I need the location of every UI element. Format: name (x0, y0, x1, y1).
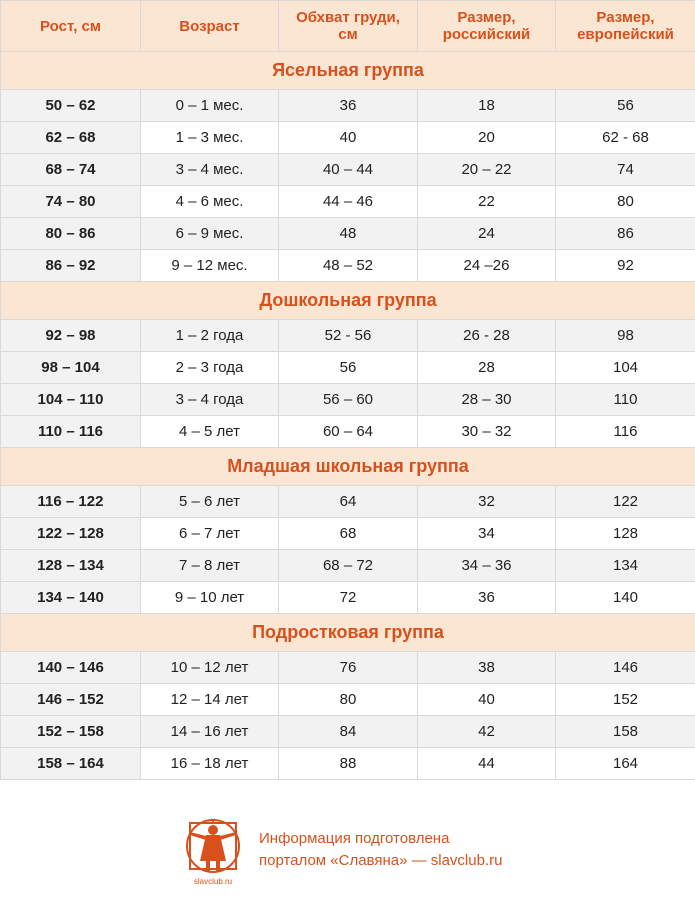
table-row (1, 550, 695, 582)
age-cell: 1 – 2 года (141, 320, 279, 352)
age-cell: 10 – 12 лет (141, 652, 279, 684)
height-cell: 62 – 68 (1, 122, 141, 154)
age-cell: 9 – 12 мес. (141, 250, 279, 282)
header-size-eu: Размер, европейский (556, 1, 695, 52)
table-row (1, 748, 695, 780)
size-eu-cell: 164 (556, 748, 695, 780)
height-cell: 116 – 122 (1, 486, 141, 518)
size-ru-cell: 30 – 32 (418, 416, 556, 448)
group-title: Дошкольная группа (1, 282, 695, 320)
group-title: Подростковая группа (1, 614, 695, 652)
height-cell: 110 – 116 (1, 416, 141, 448)
table-row (1, 250, 695, 282)
group-title: Младшая школьная группа (1, 448, 695, 486)
table-row (1, 416, 695, 448)
height-cell: 98 – 104 (1, 352, 141, 384)
chest-cell: 40 (279, 122, 418, 154)
age-cell: 1 – 3 мес. (141, 122, 279, 154)
table-body (1, 52, 695, 780)
size-eu-cell: 92 (556, 250, 695, 282)
size-eu-cell: 80 (556, 186, 695, 218)
size-eu-cell: 98 (556, 320, 695, 352)
age-cell: 12 – 14 лет (141, 684, 279, 716)
chest-cell: 64 (279, 486, 418, 518)
height-cell: 50 – 62 (1, 90, 141, 122)
footer (182, 816, 582, 888)
header-size-ru: Размер, российский (418, 1, 556, 52)
size-eu-cell: 152 (556, 684, 695, 716)
footer-line-1: Информация подготовлена (259, 830, 450, 847)
chest-cell: 80 (279, 684, 418, 716)
chest-cell: 76 (279, 652, 418, 684)
table-row (1, 186, 695, 218)
chest-cell: 68 (279, 518, 418, 550)
size-ru-cell: 44 (418, 748, 556, 780)
size-ru-cell: 28 – 30 (418, 384, 556, 416)
group-title: Ясельная группа (1, 52, 695, 90)
chest-cell: 48 – 52 (279, 250, 418, 282)
table-row (1, 154, 695, 186)
height-cell: 92 – 98 (1, 320, 141, 352)
chest-cell: 88 (279, 748, 418, 780)
size-ru-cell: 34 (418, 518, 556, 550)
chest-cell: 56 (279, 352, 418, 384)
height-cell: 80 – 86 (1, 218, 141, 250)
age-cell: 3 – 4 мес. (141, 154, 279, 186)
table-row (1, 122, 695, 154)
footer-credit (259, 828, 502, 872)
size-ru-cell: 20 (418, 122, 556, 154)
table-row (1, 384, 695, 416)
size-eu-cell: 56 (556, 90, 695, 122)
size-eu-cell: 128 (556, 518, 695, 550)
table-row (1, 684, 695, 716)
height-cell: 134 – 140 (1, 582, 141, 614)
table-row (1, 90, 695, 122)
size-ru-cell: 22 (418, 186, 556, 218)
size-eu-cell: 116 (556, 416, 695, 448)
size-eu-cell: 140 (556, 582, 695, 614)
slavclub-logo (182, 816, 244, 888)
table-row (1, 652, 695, 684)
size-eu-cell: 74 (556, 154, 695, 186)
table-row (1, 582, 695, 614)
group-header-row (1, 282, 695, 320)
group-header-row (1, 448, 695, 486)
age-cell: 16 – 18 лет (141, 748, 279, 780)
chest-cell: 44 – 46 (279, 186, 418, 218)
svg-text:slavclub.ru: slavclub.ru (193, 877, 233, 886)
age-cell: 0 – 1 мес. (141, 90, 279, 122)
height-cell: 158 – 164 (1, 748, 141, 780)
chest-cell: 84 (279, 716, 418, 748)
size-eu-cell: 134 (556, 550, 695, 582)
table-row (1, 486, 695, 518)
table-row (1, 716, 695, 748)
size-ru-cell: 42 (418, 716, 556, 748)
chest-cell: 72 (279, 582, 418, 614)
height-cell: 140 – 146 (1, 652, 141, 684)
chest-cell: 68 – 72 (279, 550, 418, 582)
age-cell: 7 – 8 лет (141, 550, 279, 582)
header-height: Рост, см (1, 1, 141, 52)
age-cell: 6 – 7 лет (141, 518, 279, 550)
size-ru-cell: 18 (418, 90, 556, 122)
size-ru-cell: 20 – 22 (418, 154, 556, 186)
size-ru-cell: 34 – 36 (418, 550, 556, 582)
age-cell: 9 – 10 лет (141, 582, 279, 614)
size-eu-cell: 86 (556, 218, 695, 250)
height-cell: 86 – 92 (1, 250, 141, 282)
size-ru-cell: 32 (418, 486, 556, 518)
size-eu-cell: 158 (556, 716, 695, 748)
size-ru-cell: 40 (418, 684, 556, 716)
chest-cell: 60 – 64 (279, 416, 418, 448)
height-cell: 128 – 134 (1, 550, 141, 582)
header-age: Возраст (141, 1, 279, 52)
age-cell: 6 – 9 мес. (141, 218, 279, 250)
age-cell: 5 – 6 лет (141, 486, 279, 518)
table-row (1, 218, 695, 250)
group-header-row (1, 614, 695, 652)
size-eu-cell: 104 (556, 352, 695, 384)
chest-cell: 48 (279, 218, 418, 250)
footer-line-2: порталом «Славяна» — slavclub.ru (259, 852, 503, 869)
height-cell: 68 – 74 (1, 154, 141, 186)
height-cell: 152 – 158 (1, 716, 141, 748)
chest-cell: 36 (279, 90, 418, 122)
height-cell: 74 – 80 (1, 186, 141, 218)
header-chest: Обхват груди, см (279, 1, 418, 52)
chest-cell: 56 – 60 (279, 384, 418, 416)
size-ru-cell: 38 (418, 652, 556, 684)
age-cell: 4 – 6 мес. (141, 186, 279, 218)
header-row (1, 1, 695, 52)
height-cell: 146 – 152 (1, 684, 141, 716)
size-eu-cell: 110 (556, 384, 695, 416)
size-eu-cell: 62 - 68 (556, 122, 695, 154)
age-cell: 4 – 5 лет (141, 416, 279, 448)
group-header-row (1, 52, 695, 90)
chest-cell: 52 - 56 (279, 320, 418, 352)
table-row (1, 320, 695, 352)
size-ru-cell: 26 - 28 (418, 320, 556, 352)
age-cell: 3 – 4 года (141, 384, 279, 416)
table-row (1, 352, 695, 384)
age-cell: 14 – 16 лет (141, 716, 279, 748)
size-ru-cell: 24 –26 (418, 250, 556, 282)
height-cell: 104 – 110 (1, 384, 141, 416)
size-ru-cell: 36 (418, 582, 556, 614)
height-cell: 122 – 128 (1, 518, 141, 550)
size-ru-cell: 28 (418, 352, 556, 384)
chest-cell: 40 – 44 (279, 154, 418, 186)
size-ru-cell: 24 (418, 218, 556, 250)
size-eu-cell: 146 (556, 652, 695, 684)
age-cell: 2 – 3 года (141, 352, 279, 384)
table-row (1, 518, 695, 550)
size-eu-cell: 122 (556, 486, 695, 518)
